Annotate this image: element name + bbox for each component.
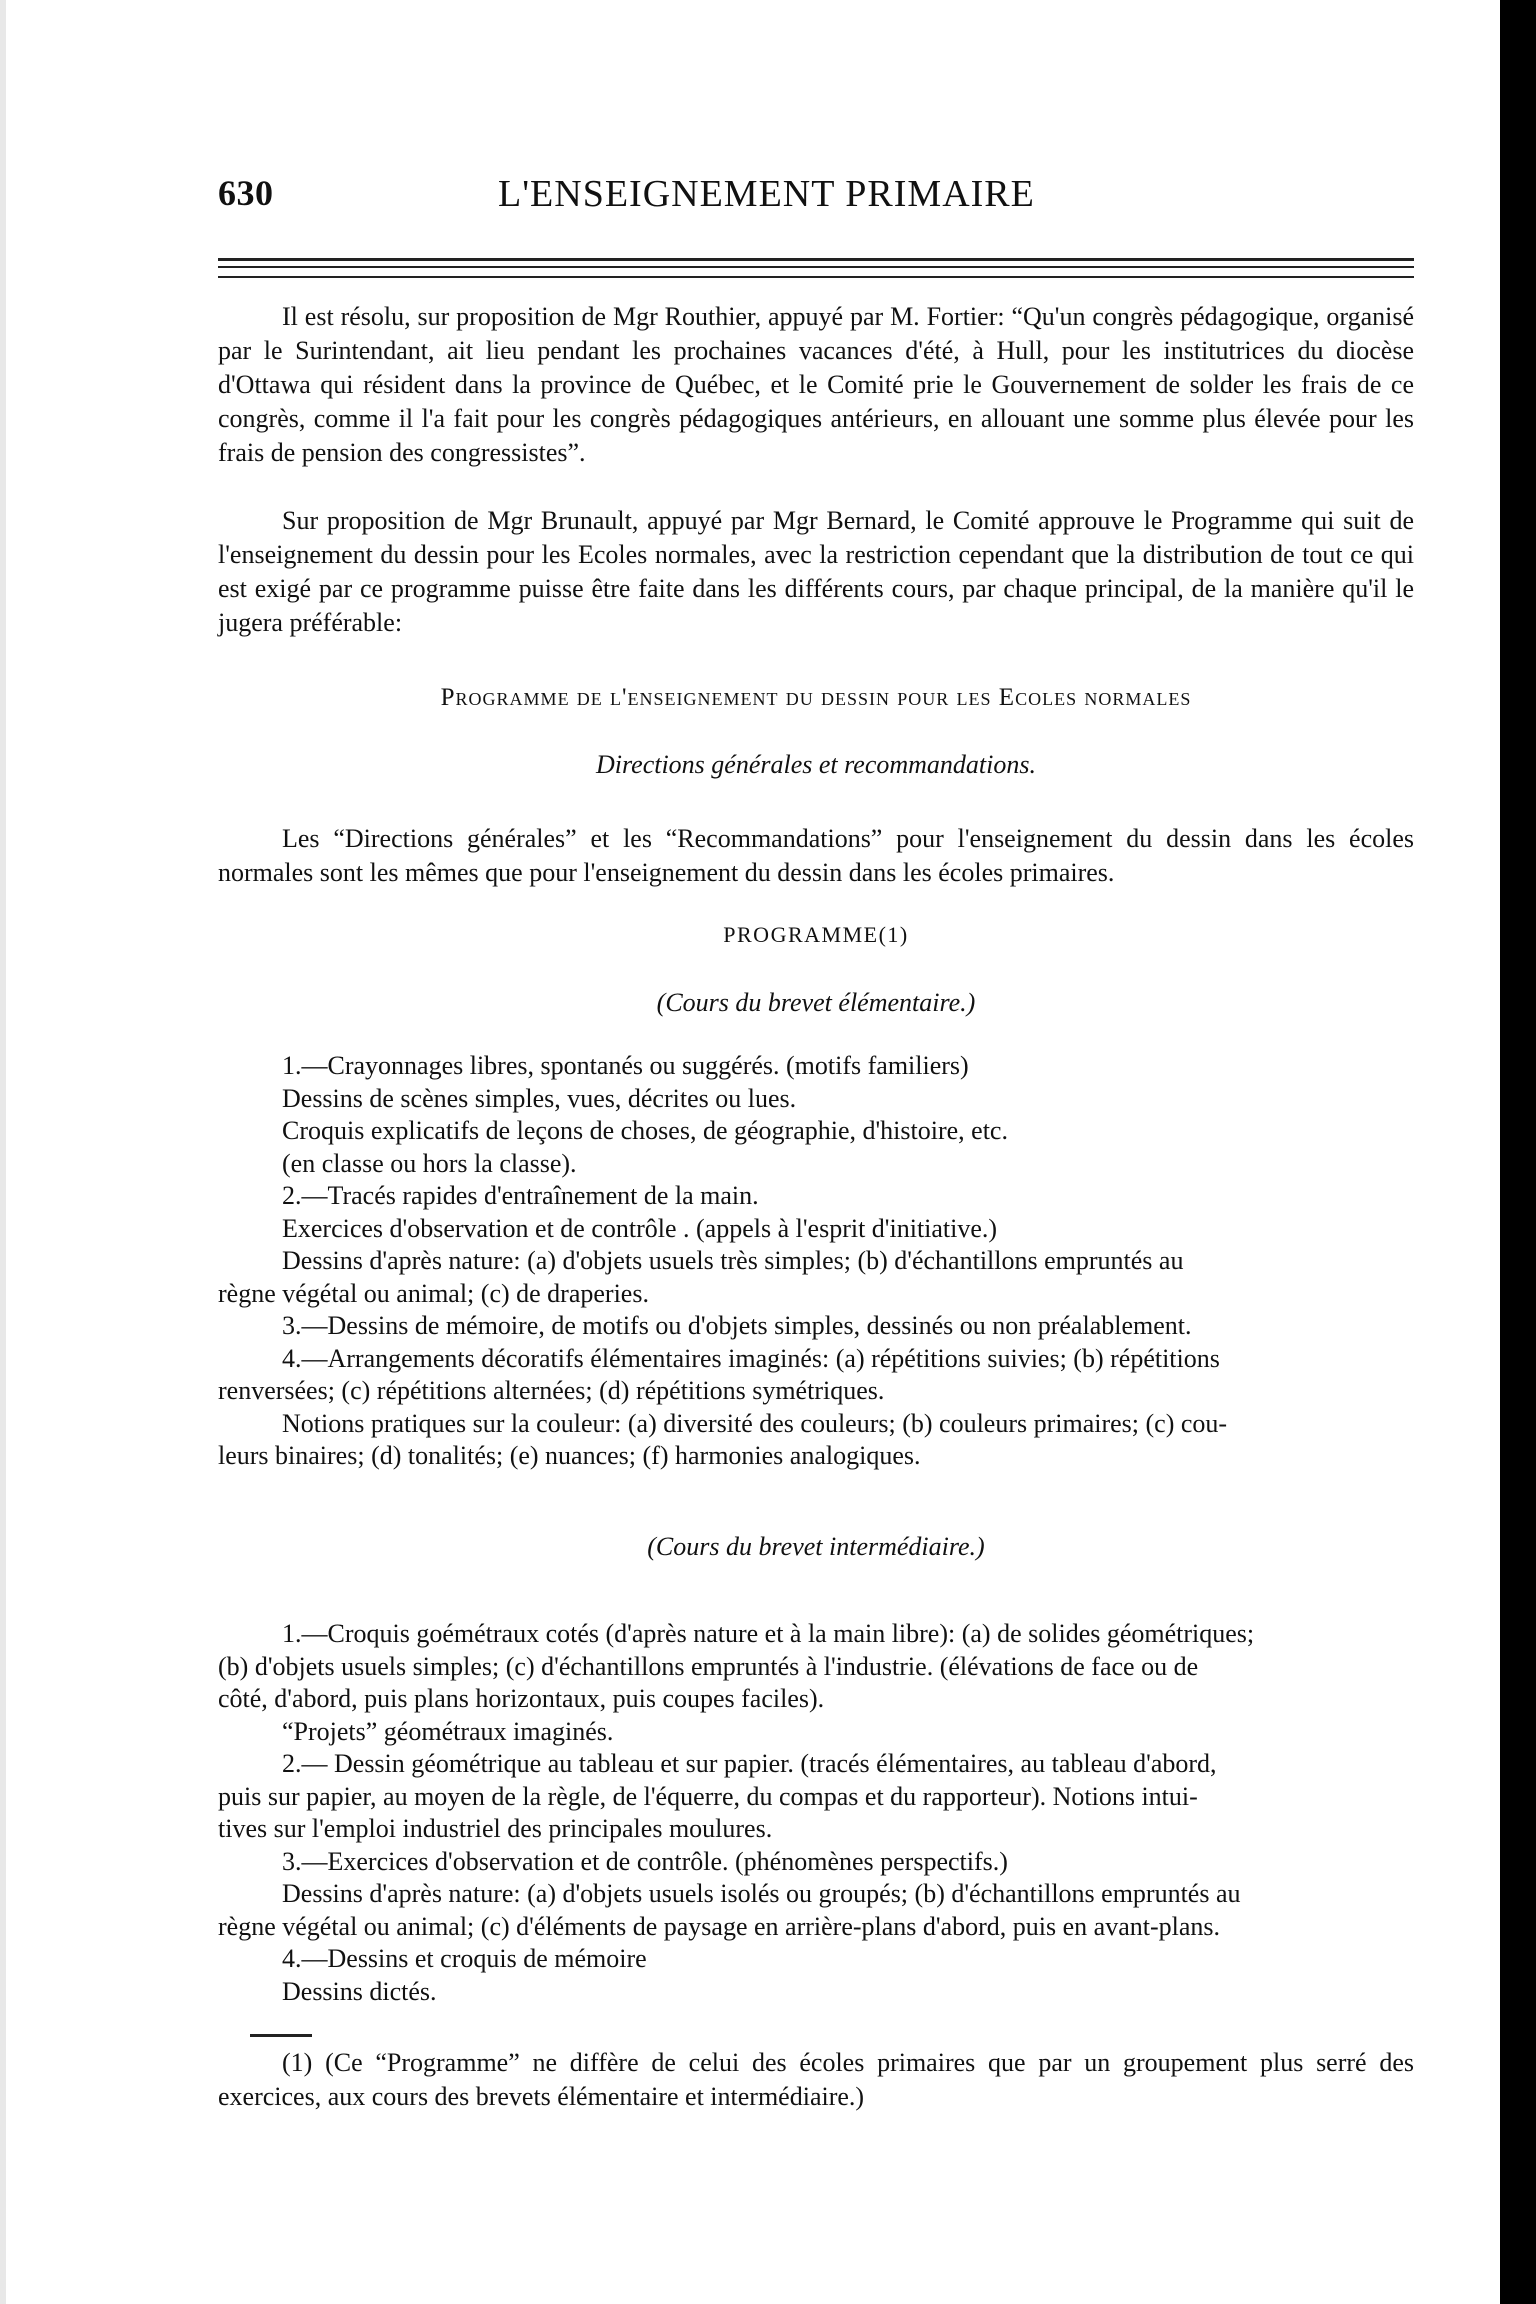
list-item: Croquis explicatifs de leçons de choses, de géographie, d'histoire, etc. bbox=[282, 1116, 1008, 1145]
list-item: règne végétal ou animal; (c) de draperies. bbox=[218, 1278, 649, 1308]
header-rule-top bbox=[218, 258, 1414, 261]
list-item: tives sur l'emploi industriel des principales moulures. bbox=[218, 1814, 773, 1843]
scan-border-right bbox=[1500, 0, 1536, 2304]
paragraph-directions: Les “Directions générales” et les “Recommandations” pour l'enseignement du dessin dans les écoles normales sont les mêmes que pour l'enseignement du dessin dans les écoles primaires. bbox=[218, 824, 1414, 887]
course-intermediaire-heading: (Cours du brevet intermédiaire.) bbox=[647, 1532, 985, 1561]
programme-heading: PROGRAMME(1) bbox=[723, 922, 909, 947]
list-cours-elementaire bbox=[218, 1050, 1414, 1473]
book-page bbox=[218, 0, 1414, 2304]
list-cours-intermediaire bbox=[218, 1618, 1414, 2008]
header-rule-bottom bbox=[218, 276, 1414, 278]
list-item: 4.—Arrangements décoratifs élémentaires imaginés: (a) répétitions suivies; (b) répétitions bbox=[282, 1343, 1220, 1373]
running-head bbox=[218, 172, 1414, 222]
footnote: (1) (Ce “Programme” ne diffère de celui des écoles primaires que par un groupement plus serré des exercices, aux cours des brevets élémentaire et intermédiaire.) bbox=[218, 2048, 1414, 2111]
list-item: 2.—Tracés rapides d'entraînement de la main. bbox=[282, 1181, 759, 1210]
list-item: Dessins d'après nature: (a) d'objets usuels isolés ou groupés; (b) d'échantillons empruntés au bbox=[282, 1879, 1241, 1908]
list-item: 2.— Dessin géométrique au tableau et sur papier. (tracés élémentaires, au tableau d'abord, bbox=[282, 1749, 1217, 1778]
list-item: 4.—Dessins et croquis de mémoire bbox=[282, 1944, 647, 1973]
list-item: puis sur papier, au moyen de la règle, de l'équerre, du compas et du rapporteur). Notions intui- bbox=[218, 1781, 1198, 1811]
list-item: renversées; (c) répétitions alternées; (d) répétitions symétriques. bbox=[218, 1376, 885, 1405]
list-item: 3.—Dessins de mémoire, de motifs ou d'objets simples, dessinés ou non préalablement. bbox=[282, 1311, 1192, 1340]
paragraph-approval-programme: Sur proposition de Mgr Brunault, appuyé par Mgr Bernard, le Comité approuve le Programme qui suit de l'enseignement du dessin pour les Ecoles normales, avec la restriction cependant que la distribution de tout ce qui est exigé par ce programme puisse être faite dans les différents cours, par chaque principal, de la manière qu'il le jugera préférable: bbox=[218, 506, 1414, 637]
list-item: 1.—Crayonnages libres, spontanés ou suggérés. (motifs familiers) bbox=[282, 1051, 969, 1080]
running-title: L'ENSEIGNEMENT PRIMAIRE bbox=[498, 173, 1035, 215]
list-item: Dessins dictés. bbox=[282, 1976, 437, 2006]
list-item: règne végétal ou animal; (c) d'éléments de paysage en arrière-plans d'abord, puis en avant-plans. bbox=[218, 1911, 1221, 1941]
paragraph-resolution-congres: Il est résolu, sur proposition de Mgr Routhier, appuyé par M. Fortier: “Qu'un congrès pédagogique, organisé par le Surintendant, ait lieu pendant les prochaines vacances d'été, à Hull, pour les institutrices du diocèse d'Ottawa qui résident dans la province de Québec, et le Comité prie le Gouvernement de solder les frais de ce congrès, comme il l'a fait pour les congrès pédagogiques antérieurs, en allouant une somme plus élevée pour les frais de pension des congressistes”. bbox=[218, 302, 1414, 467]
list-item: (b) d'objets usuels simples; (c) d'échantillons empruntés à l'industrie. (élévations de face ou de bbox=[218, 1651, 1199, 1681]
list-item: (en classe ou hors la classe). bbox=[282, 1148, 577, 1178]
list-item: leurs binaires; (d) tonalités; (e) nuances; (f) harmonies analogiques. bbox=[218, 1441, 921, 1470]
scan-edge-left bbox=[0, 0, 6, 2304]
section-title: Programme de l'enseignement du dessin pour les Ecoles normales bbox=[440, 684, 1192, 711]
header-rule-middle bbox=[218, 266, 1414, 268]
footnote-rule bbox=[250, 2034, 312, 2037]
list-item: côté, d'abord, puis plans horizontaux, puis coupes faciles). bbox=[218, 1684, 825, 1713]
list-item: 1.—Croquis goémétraux cotés (d'après nature et à la main libre): (a) de solides géométriques; bbox=[282, 1619, 1255, 1648]
section-subtitle: Directions générales et recommandations. bbox=[596, 750, 1036, 779]
list-item: Dessins de scènes simples, vues, décrites ou lues. bbox=[282, 1083, 797, 1113]
list-item: Exercices d'observation et de contrôle . (appels à l'esprit d'initiative.) bbox=[282, 1213, 998, 1243]
page-number: 630 bbox=[218, 173, 274, 213]
list-item: “Projets” géométraux imaginés. bbox=[282, 1716, 614, 1746]
list-item: Notions pratiques sur la couleur: (a) diversité des couleurs; (b) couleurs primaires; (c) cou- bbox=[282, 1408, 1228, 1438]
course-elementaire-heading: (Cours du brevet élémentaire.) bbox=[656, 988, 976, 1017]
list-item: Dessins d'après nature: (a) d'objets usuels très simples; (b) d'échantillons empruntés au bbox=[282, 1246, 1184, 1275]
list-item: 3.—Exercices d'observation et de contrôle. (phénomènes perspectifs.) bbox=[282, 1846, 1008, 1876]
